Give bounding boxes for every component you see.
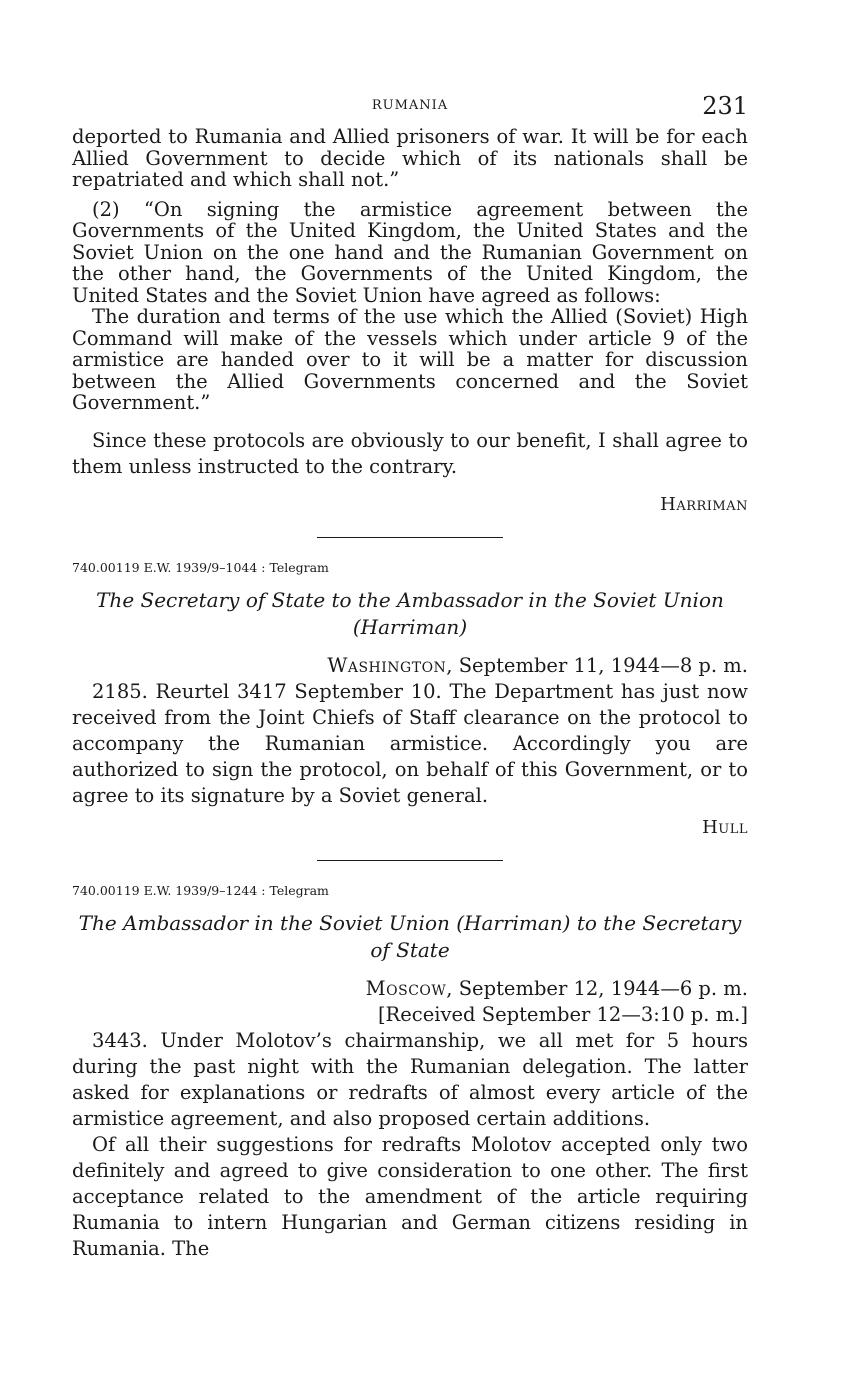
received-line: [Received September 12—3:10 p. m.] <box>377 1002 748 1026</box>
dateline <box>72 653 748 679</box>
paragraph: (2) “On signing the armistice agreement between the Governments of the United Kingdom, the United States and the Soviet Union on the one hand and the Rumanian Government on the other hand, the Governments of the United Kingdom, the United States and the Soviet Union have agreed as follows: <box>72 197 748 307</box>
section-divider <box>317 537 503 538</box>
paragraph: Since these protocols are obviously to our benefit, I shall agree to them unless instructed to the contrary. <box>72 428 748 478</box>
dateline-date: , September 11, 1944—8 p. m. <box>446 653 748 677</box>
dateline-place: Washington <box>327 653 447 677</box>
dateline <box>72 976 748 1002</box>
telegram-1044 <box>72 560 748 838</box>
signature: Harriman <box>660 493 748 515</box>
paragraph: Of all their suggestions for redrafts Molotov accepted only two definitely and agreed to give consideration to one other. The first acceptance related to the amendment of the article requiring Rumania to intern Hungarian and German citizens residing in Rumania. The <box>72 1132 748 1260</box>
document-heading <box>72 587 748 641</box>
file-reference: 740.00119 E.W. 1939/9–1044 : Telegram <box>72 559 329 575</box>
file-reference: 740.00119 E.W. 1939/9–1244 : Telegram <box>72 882 329 898</box>
document-heading <box>72 910 748 964</box>
page-number: 231 <box>702 92 748 120</box>
heading-line: of State <box>370 937 450 962</box>
paragraph: deported to Rumania and Allied prisoners of war. It will be for each Allied Government to decide which of its nationals shall be repatriated and which shall not.” <box>72 125 748 191</box>
paragraph: The duration and terms of the use which the Allied (Soviet) High Command will make of the vessels which under article 9 of the armistice are handed over to it will be a matter for discussion between the Allied Governments concerned and the Soviet Government.” <box>72 305 748 414</box>
telegram-continuation <box>72 126 748 515</box>
dateline-date: , September 12, 1944—6 p. m. <box>446 976 748 1000</box>
document-page <box>72 92 748 1262</box>
paragraph: 2185. Reurtel 3417 September 10. The Department has just now received from the Joint Chiefs of Staff clearance on the protocol to accompany the Rumanian armistice. Accordingly you are authorized to sign the protocol, on behalf of this Government, or to agree to its signature by a Soviet general. <box>72 679 748 807</box>
section-divider <box>317 860 503 861</box>
signature: Hull <box>702 816 748 838</box>
telegram-1244 <box>72 883 748 1262</box>
dateline-place: Moscow <box>365 976 447 1000</box>
heading-line: The Ambassador in the Soviet Union (Harriman) to the Secretary <box>78 910 742 935</box>
heading-line: The Secretary of State to the Ambassador in the Soviet Union <box>96 587 724 612</box>
running-head <box>72 92 748 126</box>
running-title: RUMANIA <box>371 98 449 113</box>
heading-line: (Harriman) <box>352 614 468 639</box>
paragraph: 3443. Under Molotov’s chairmanship, we all met for 5 hours during the past night with the Rumanian delegation. The latter asked for explanations or redrafts of almost every article of the armistice agreement, and also proposed certain additions. <box>72 1028 748 1130</box>
